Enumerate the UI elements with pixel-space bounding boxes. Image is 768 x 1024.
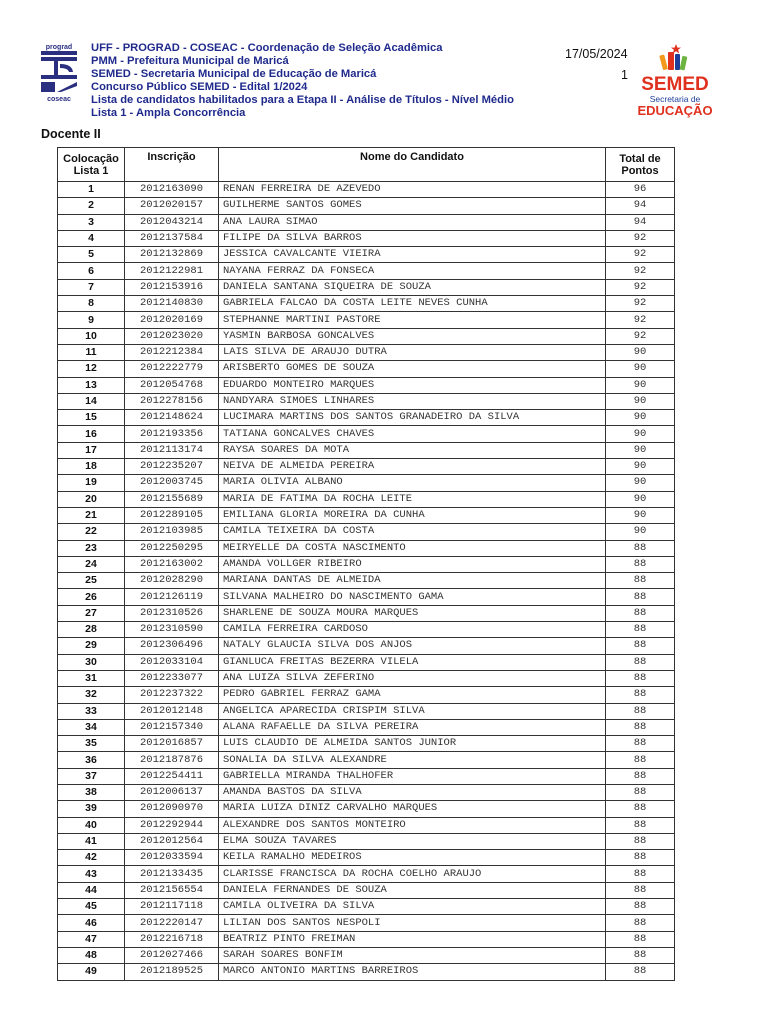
inscricao-cell: 2012278156 xyxy=(125,393,219,409)
nome-cell: SONALIA DA SILVA ALEXANDRE xyxy=(219,752,606,768)
colocacao-cell: 44 xyxy=(58,882,125,898)
pontos-cell: 92 xyxy=(606,230,675,246)
table-row xyxy=(58,198,675,214)
colocacao-cell: 12 xyxy=(58,361,125,377)
table-row xyxy=(58,442,675,458)
inscricao-cell: 2012133435 xyxy=(125,866,219,882)
nome-cell: SHARLENE DE SOUZA MOURA MARQUES xyxy=(219,605,606,621)
inscricao-cell: 2012187876 xyxy=(125,752,219,768)
nome-cell: SARAH SOARES BONFIM xyxy=(219,947,606,963)
pontos-cell: 96 xyxy=(606,182,675,198)
nome-cell: PEDRO GABRIEL FERRAZ GAMA xyxy=(219,687,606,703)
header-pontos xyxy=(606,148,675,182)
colocacao-cell: 13 xyxy=(58,377,125,393)
colocacao-cell: 30 xyxy=(58,654,125,670)
nome-cell: RENAN FERREIRA DE AZEVEDO xyxy=(219,182,606,198)
pontos-cell: 90 xyxy=(606,344,675,360)
section-title: Docente II xyxy=(41,127,101,141)
pontos-cell: 92 xyxy=(606,263,675,279)
inscricao-cell: 2012020169 xyxy=(125,312,219,328)
inscricao-cell: 2012043214 xyxy=(125,214,219,230)
table-row xyxy=(58,328,675,344)
table-row xyxy=(58,703,675,719)
nome-cell: SILVANA MALHEIRO DO NASCIMENTO GAMA xyxy=(219,589,606,605)
pontos-cell: 90 xyxy=(606,459,675,475)
colocacao-cell: 24 xyxy=(58,556,125,572)
inscricao-cell: 2012132869 xyxy=(125,247,219,263)
semed-secretaria-text: Secretaria de xyxy=(649,94,701,104)
inscricao-cell: 2012235207 xyxy=(125,459,219,475)
pontos-cell: 90 xyxy=(606,442,675,458)
colocacao-cell: 15 xyxy=(58,410,125,426)
nome-cell: GIANLUCA FREITAS BEZERRA VILELA xyxy=(219,654,606,670)
header-colocacao-line2: Lista 1 xyxy=(73,164,109,177)
nome-cell: MARIA OLIVIA ALBANO xyxy=(219,475,606,491)
colocacao-cell: 31 xyxy=(58,670,125,686)
colocacao-cell: 11 xyxy=(58,344,125,360)
page-number: 1 xyxy=(621,68,628,82)
pontos-cell: 88 xyxy=(606,638,675,654)
nome-cell: AMANDA BASTOS DA SILVA xyxy=(219,784,606,800)
inscricao-cell: 2012216718 xyxy=(125,931,219,947)
pontos-cell: 90 xyxy=(606,410,675,426)
colocacao-cell: 32 xyxy=(58,687,125,703)
inscricao-cell: 2012012148 xyxy=(125,703,219,719)
pontos-cell: 88 xyxy=(606,915,675,931)
table-row xyxy=(58,784,675,800)
inscricao-cell: 2012310590 xyxy=(125,622,219,638)
inscricao-cell: 2012189525 xyxy=(125,964,219,980)
nome-cell: AMANDA VOLLGER RIBEIRO xyxy=(219,556,606,572)
nome-cell: ANA LAURA SIMAO xyxy=(219,214,606,230)
table-row xyxy=(58,752,675,768)
table-row xyxy=(58,279,675,295)
candidates-table xyxy=(57,147,675,981)
colocacao-cell: 28 xyxy=(58,622,125,638)
prograd-coseac-logo xyxy=(38,42,80,104)
header-colocacao xyxy=(58,148,125,182)
table-row xyxy=(58,622,675,638)
nome-cell: GABRIELA FALCAO DA COSTA LEITE NEVES CUNHA xyxy=(219,296,606,312)
table-row xyxy=(58,768,675,784)
inscricao-cell: 2012016857 xyxy=(125,736,219,752)
colocacao-cell: 23 xyxy=(58,540,125,556)
inscricao-cell: 2012006137 xyxy=(125,784,219,800)
inscricao-cell: 2012148624 xyxy=(125,410,219,426)
table-row xyxy=(58,459,675,475)
header-line-3: SEMED - Secretaria Municipal de Educação de Maricá xyxy=(91,67,377,80)
nome-cell: DANIELA FERNANDES DE SOUZA xyxy=(219,882,606,898)
nome-cell: MARIA LUIZA DINIZ CARVALHO MARQUES xyxy=(219,801,606,817)
table-row xyxy=(58,573,675,589)
table-row xyxy=(58,312,675,328)
pontos-cell: 88 xyxy=(606,654,675,670)
pontos-cell: 90 xyxy=(606,361,675,377)
colocacao-cell: 1 xyxy=(58,182,125,198)
table-row xyxy=(58,393,675,409)
nome-cell: NATALY GLAUCIA SILVA DOS ANJOS xyxy=(219,638,606,654)
table-row xyxy=(58,589,675,605)
table-row xyxy=(58,361,675,377)
nome-cell: EDUARDO MONTEIRO MARQUES xyxy=(219,377,606,393)
pontos-cell: 88 xyxy=(606,899,675,915)
colocacao-cell: 41 xyxy=(58,833,125,849)
table-row xyxy=(58,947,675,963)
nome-cell: CAMILA OLIVEIRA DA SILVA xyxy=(219,899,606,915)
colocacao-cell: 37 xyxy=(58,768,125,784)
table-row xyxy=(58,931,675,947)
inscricao-cell: 2012233077 xyxy=(125,670,219,686)
table-row xyxy=(58,670,675,686)
inscricao-cell: 2012137584 xyxy=(125,230,219,246)
pontos-cell: 88 xyxy=(606,540,675,556)
table-row xyxy=(58,866,675,882)
inscricao-cell: 2012033104 xyxy=(125,654,219,670)
nome-cell: CLARISSE FRANCISCA DA ROCHA COELHO ARAUJO xyxy=(219,866,606,882)
colocacao-cell: 18 xyxy=(58,459,125,475)
header-pontos-line2: Pontos xyxy=(621,164,659,177)
inscricao-cell: 2012122981 xyxy=(125,263,219,279)
table-row xyxy=(58,801,675,817)
inscricao-cell: 2012220147 xyxy=(125,915,219,931)
inscricao-cell: 2012003745 xyxy=(125,475,219,491)
header-colocacao-line1: Colocação xyxy=(63,152,119,165)
inscricao-cell: 2012193356 xyxy=(125,426,219,442)
nome-cell: LILIAN DOS SANTOS NESPOLI xyxy=(219,915,606,931)
header-line-1: UFF - PROGRAD - COSEAC - Coordenação de Seleção Acadêmica xyxy=(91,42,443,54)
colocacao-cell: 38 xyxy=(58,784,125,800)
table-row xyxy=(58,915,675,931)
pontos-cell: 88 xyxy=(606,850,675,866)
table-row xyxy=(58,736,675,752)
inscricao-cell: 2012157340 xyxy=(125,719,219,735)
table-row xyxy=(58,605,675,621)
inscricao-cell: 2012212384 xyxy=(125,344,219,360)
nome-cell: YASMIN BARBOSA GONCALVES xyxy=(219,328,606,344)
header-line-5: Lista de candidatos habilitados para a Etapa II - Análise de Títulos - Nível Médio xyxy=(91,93,514,106)
nome-cell: MARIA DE FATIMA DA ROCHA LEITE xyxy=(219,491,606,507)
pontos-cell: 90 xyxy=(606,491,675,507)
table-row xyxy=(58,833,675,849)
inscricao-cell: 2012156554 xyxy=(125,882,219,898)
inscricao-cell: 2012292944 xyxy=(125,817,219,833)
nome-cell: NEIVA DE ALMEIDA PEREIRA xyxy=(219,459,606,475)
inscricao-cell: 2012163090 xyxy=(125,182,219,198)
header-line-6: Lista 1 - Ampla Concorrência xyxy=(91,106,246,119)
logo-coseac-text: coseac xyxy=(47,96,71,103)
inscricao-cell: 2012012564 xyxy=(125,833,219,849)
table-row xyxy=(58,899,675,915)
nome-cell: NAYANA FERRAZ DA FONSECA xyxy=(219,263,606,279)
pontos-cell: 88 xyxy=(606,736,675,752)
inscricao-cell: 2012222779 xyxy=(125,361,219,377)
nome-cell: ANGELICA APARECIDA CRISPIM SILVA xyxy=(219,703,606,719)
table-row xyxy=(58,882,675,898)
colocacao-cell: 39 xyxy=(58,801,125,817)
pontos-cell: 90 xyxy=(606,377,675,393)
inscricao-cell: 2012033594 xyxy=(125,850,219,866)
logo-prograd-text: prograd xyxy=(45,44,73,51)
inscricao-cell: 2012020157 xyxy=(125,198,219,214)
table-row xyxy=(58,410,675,426)
colocacao-cell: 19 xyxy=(58,475,125,491)
colocacao-cell: 27 xyxy=(58,605,125,621)
colocacao-cell: 29 xyxy=(58,638,125,654)
colocacao-cell: 17 xyxy=(58,442,125,458)
colocacao-cell: 49 xyxy=(58,964,125,980)
nome-cell: JESSICA CAVALCANTE VIEIRA xyxy=(219,247,606,263)
nome-cell: NANDYARA SIMOES LINHARES xyxy=(219,393,606,409)
colocacao-cell: 45 xyxy=(58,899,125,915)
colocacao-cell: 36 xyxy=(58,752,125,768)
nome-cell: LUCIMARA MARTINS DOS SANTOS GRANADEIRO DA SILVA xyxy=(219,410,606,426)
nome-cell: GUILHERME SANTOS GOMES xyxy=(219,198,606,214)
pontos-cell: 92 xyxy=(606,328,675,344)
header-pontos-line1: Total de xyxy=(619,152,661,165)
semed-educacao-text: EDUCAÇÃO xyxy=(637,103,713,118)
table-row xyxy=(58,296,675,312)
table-row xyxy=(58,230,675,246)
colocacao-cell: 46 xyxy=(58,915,125,931)
colocacao-cell: 33 xyxy=(58,703,125,719)
table-row xyxy=(58,247,675,263)
colocacao-cell: 47 xyxy=(58,931,125,947)
table-row xyxy=(58,507,675,523)
inscricao-cell: 2012027466 xyxy=(125,947,219,963)
table-row xyxy=(58,377,675,393)
inscricao-cell: 2012163002 xyxy=(125,556,219,572)
colocacao-cell: 8 xyxy=(58,296,125,312)
nome-cell: GABRIELLA MIRANDA THALHOFER xyxy=(219,768,606,784)
table-row xyxy=(58,556,675,572)
pontos-cell: 90 xyxy=(606,507,675,523)
inscricao-cell: 2012140830 xyxy=(125,296,219,312)
colocacao-cell: 4 xyxy=(58,230,125,246)
inscricao-cell: 2012306496 xyxy=(125,638,219,654)
colocacao-cell: 21 xyxy=(58,507,125,523)
colocacao-cell: 42 xyxy=(58,850,125,866)
table-row xyxy=(58,850,675,866)
table-row xyxy=(58,426,675,442)
colocacao-cell: 22 xyxy=(58,524,125,540)
pontos-cell: 92 xyxy=(606,312,675,328)
inscricao-cell: 2012250295 xyxy=(125,540,219,556)
pontos-cell: 88 xyxy=(606,817,675,833)
table-row xyxy=(58,344,675,360)
inscricao-cell: 2012153916 xyxy=(125,279,219,295)
colocacao-cell: 7 xyxy=(58,279,125,295)
inscricao-cell: 2012054768 xyxy=(125,377,219,393)
nome-cell: STEPHANNE MARTINI PASTORE xyxy=(219,312,606,328)
pontos-cell: 88 xyxy=(606,964,675,980)
colocacao-cell: 6 xyxy=(58,263,125,279)
pontos-cell: 94 xyxy=(606,198,675,214)
pontos-cell: 92 xyxy=(606,279,675,295)
table-header-row xyxy=(58,148,675,182)
pontos-cell: 92 xyxy=(606,247,675,263)
colocacao-cell: 20 xyxy=(58,491,125,507)
pontos-cell: 88 xyxy=(606,605,675,621)
pontos-cell: 88 xyxy=(606,801,675,817)
table-row xyxy=(58,491,675,507)
nome-cell: EMILIANA GLORIA MOREIRA DA CUNHA xyxy=(219,507,606,523)
colocacao-cell: 35 xyxy=(58,736,125,752)
header-nome: Nome do Candidato xyxy=(219,148,606,182)
nome-cell: ANA LUIZA SILVA ZEFERINO xyxy=(219,670,606,686)
inscricao-cell: 2012103985 xyxy=(125,524,219,540)
inscricao-cell: 2012117118 xyxy=(125,899,219,915)
colocacao-cell: 25 xyxy=(58,573,125,589)
table-row xyxy=(58,654,675,670)
table-row xyxy=(58,263,675,279)
pontos-cell: 88 xyxy=(606,768,675,784)
table-row xyxy=(58,638,675,654)
nome-cell: ELMA SOUZA TAVARES xyxy=(219,833,606,849)
pontos-cell: 88 xyxy=(606,556,675,572)
pontos-cell: 88 xyxy=(606,719,675,735)
colocacao-cell: 3 xyxy=(58,214,125,230)
inscricao-cell: 2012289105 xyxy=(125,507,219,523)
pontos-cell: 90 xyxy=(606,426,675,442)
table-row xyxy=(58,475,675,491)
inscricao-cell: 2012310526 xyxy=(125,605,219,621)
pontos-cell: 90 xyxy=(606,524,675,540)
colocacao-cell: 9 xyxy=(58,312,125,328)
pontos-cell: 88 xyxy=(606,931,675,947)
colocacao-cell: 48 xyxy=(58,947,125,963)
nome-cell: ALANA RAFAELLE DA SILVA PEREIRA xyxy=(219,719,606,735)
nome-cell: KEILA RAMALHO MEDEIROS xyxy=(219,850,606,866)
inscricao-cell: 2012237322 xyxy=(125,687,219,703)
header-line-4: Concurso Público SEMED - Edital 1/2024 xyxy=(91,80,308,93)
colocacao-cell: 2 xyxy=(58,198,125,214)
pontos-cell: 88 xyxy=(606,882,675,898)
colocacao-cell: 5 xyxy=(58,247,125,263)
pontos-cell: 88 xyxy=(606,752,675,768)
colocacao-cell: 10 xyxy=(58,328,125,344)
inscricao-cell: 2012155689 xyxy=(125,491,219,507)
nome-cell: CAMILA FERREIRA CARDOSO xyxy=(219,622,606,638)
pontos-cell: 88 xyxy=(606,784,675,800)
colocacao-cell: 16 xyxy=(58,426,125,442)
nome-cell: TATIANA GONCALVES CHAVES xyxy=(219,426,606,442)
table-row xyxy=(58,719,675,735)
table-body xyxy=(58,182,675,981)
nome-cell: DANIELA SANTANA SIQUEIRA DE SOUZA xyxy=(219,279,606,295)
semed-brand-text: SEMED xyxy=(641,74,709,95)
pontos-cell: 88 xyxy=(606,703,675,719)
colocacao-cell: 34 xyxy=(58,719,125,735)
document-header xyxy=(91,42,514,119)
nome-cell: FILIPE DA SILVA BARROS xyxy=(219,230,606,246)
nome-cell: LUIS CLAUDIO DE ALMEIDA SANTOS JUNIOR xyxy=(219,736,606,752)
pontos-cell: 88 xyxy=(606,670,675,686)
inscricao-cell: 2012126119 xyxy=(125,589,219,605)
nome-cell: ALEXANDRE DOS SANTOS MONTEIRO xyxy=(219,817,606,833)
table-row xyxy=(58,817,675,833)
pontos-cell: 88 xyxy=(606,833,675,849)
colocacao-cell: 14 xyxy=(58,393,125,409)
nome-cell: ARISBERTO GOMES DE SOUZA xyxy=(219,361,606,377)
nome-cell: RAYSA SOARES DA MOTA xyxy=(219,442,606,458)
report-date: 17/05/2024 xyxy=(565,47,628,61)
nome-cell: CAMILA TEIXEIRA DA COSTA xyxy=(219,524,606,540)
colocacao-cell: 40 xyxy=(58,817,125,833)
pontos-cell: 88 xyxy=(606,947,675,963)
pontos-cell: 88 xyxy=(606,589,675,605)
colocacao-cell: 26 xyxy=(58,589,125,605)
pontos-cell: 88 xyxy=(606,622,675,638)
pontos-cell: 94 xyxy=(606,214,675,230)
inscricao-cell: 2012023020 xyxy=(125,328,219,344)
nome-cell: BEATRIZ PINTO FREIMAN xyxy=(219,931,606,947)
semed-logo xyxy=(634,42,716,118)
star-icon xyxy=(671,44,681,53)
header-inscricao: Inscrição xyxy=(125,148,219,182)
table-row xyxy=(58,182,675,198)
pontos-cell: 90 xyxy=(606,393,675,409)
header-line-2: PMM - Prefeitura Municipal de Maricá xyxy=(91,54,289,67)
table-row xyxy=(58,214,675,230)
table-row xyxy=(58,964,675,980)
nome-cell: MEIRYELLE DA COSTA NASCIMENTO xyxy=(219,540,606,556)
inscricao-cell: 2012028290 xyxy=(125,573,219,589)
inscricao-cell: 2012090970 xyxy=(125,801,219,817)
table-row xyxy=(58,524,675,540)
nome-cell: LAIS SILVA DE ARAUJO DUTRA xyxy=(219,344,606,360)
pontos-cell: 88 xyxy=(606,866,675,882)
nome-cell: MARCO ANTONIO MARTINS BARREIROS xyxy=(219,964,606,980)
pontos-cell: 90 xyxy=(606,475,675,491)
table-row xyxy=(58,540,675,556)
pontos-cell: 88 xyxy=(606,573,675,589)
table-row xyxy=(58,687,675,703)
inscricao-cell: 2012254411 xyxy=(125,768,219,784)
nome-cell: MARIANA DANTAS DE ALMEIDA xyxy=(219,573,606,589)
colocacao-cell: 43 xyxy=(58,866,125,882)
inscricao-cell: 2012113174 xyxy=(125,442,219,458)
pontos-cell: 92 xyxy=(606,296,675,312)
pontos-cell: 88 xyxy=(606,687,675,703)
